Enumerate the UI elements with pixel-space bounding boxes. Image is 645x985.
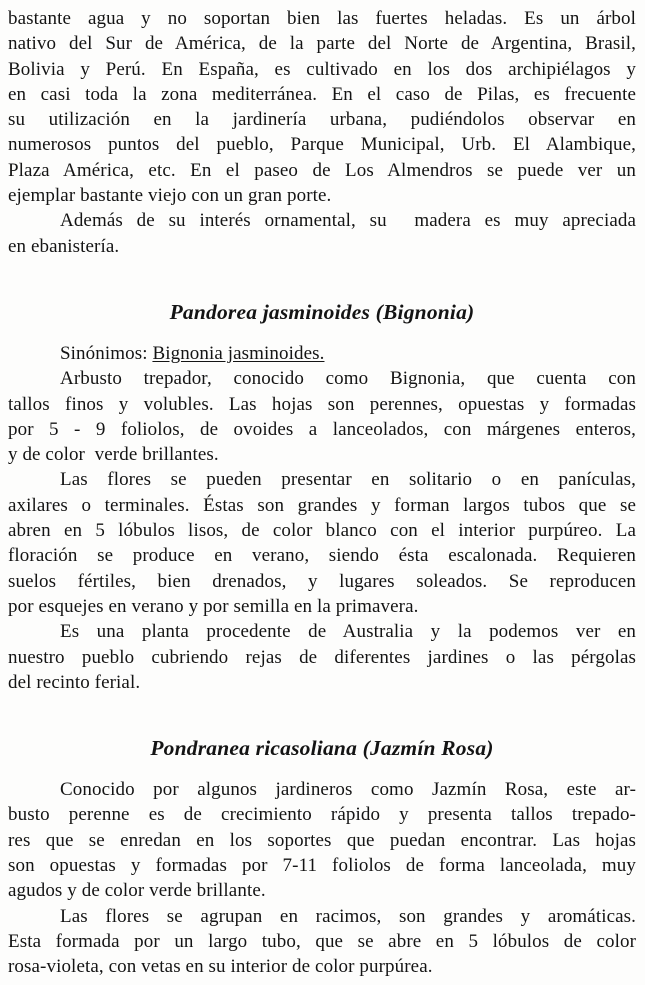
text-line: Las flores se agrupan en racimos, son grandes y aromáticas. — [60, 905, 636, 927]
text-line: nativo del Sur de América, de la parte del Norte de Argentina, Brasil, — [8, 33, 636, 55]
text-line: ejemplar bastante viejo con un gran porte. — [8, 185, 332, 207]
text-line: Además de su interés ornamental, su madera es muy apreciada — [60, 210, 636, 232]
text-line: Plaza América, etc. En el paseo de Los Almendros se puede ver un — [8, 159, 636, 181]
text-line: por 5 - 9 foliolos, de ovoides a lanceolados, con márgenes enteros, — [8, 418, 636, 440]
text-line — [8, 341, 636, 366]
text-line: busto perenne es de crecimiento rápido y presenta tallos trepado- — [8, 804, 636, 826]
text-line: en ebanistería. — [8, 235, 120, 257]
text-line: bastante agua y no soportan bien las fuertes heladas. Es un árbol — [8, 8, 636, 29]
body-paragraph — [8, 366, 636, 467]
body-paragraph — [8, 467, 636, 619]
section-heading: Pandorea jasminoides (Bignonia) — [169, 299, 475, 324]
text-line: del recinto ferial. — [8, 671, 141, 693]
text-line: Arbusto trepador, conocido como Bignonia, que cuenta con — [60, 368, 636, 390]
body-paragraph — [8, 208, 636, 259]
text-line: Las flores se pueden presentar en solitario o en panículas, — [60, 469, 636, 491]
text-line: rosa-violeta, con vetas en su interior de color purpúrea. — [8, 956, 433, 978]
text-line: Conocido por algunos jardineros como Jazmín Rosa, este ar- — [60, 779, 636, 801]
text-line: suelos fértiles, bien drenados, y lugares soleados. Se reproducen — [8, 570, 636, 592]
text-segment: Sinónimos: — [60, 342, 153, 364]
text-line: Es una planta procedente de Australia y la podemos ver en — [60, 621, 636, 643]
body-paragraph — [8, 6, 636, 208]
text-line: su utilización en la jardinería urbana, pudiéndolos observar en — [8, 109, 636, 131]
text-line: res que se enredan en los soportes que puedan encontrar. Las hojas — [8, 829, 636, 851]
text-line: Esta formada por un largo tubo, que se abre en 5 lóbulos de color — [8, 930, 636, 952]
text-line: floración se produce en verano, siendo ésta escalonada. Requieren — [8, 545, 636, 567]
text-line: Bolivia y Perú. En España, es cultivado en los dos archipiélagos y — [8, 58, 636, 80]
text-line: abren en 5 lóbulos lisos, de color blanco con el interior purpúreo. La — [8, 520, 636, 542]
text-line: axilares o terminales. Éstas son grandes y forman largos tubos que se — [8, 494, 636, 516]
body-paragraph — [8, 904, 636, 980]
underlined-synonym-text: Bignonia jasminoides. — [152, 342, 325, 364]
text-line: y de color verde brillantes. — [8, 444, 219, 466]
text-line: en casi toda la zona mediterránea. En el caso de Pilas, es frecuente — [8, 83, 636, 105]
text-line: tallos finos y volubles. Las hojas son perennes, opuestas y formadas — [8, 393, 636, 415]
section-heading: Pondranea ricasoliana (Jazmín Rosa) — [150, 736, 494, 761]
text-line: nuestro pueblo cubriendo rejas de diferentes jardines o las pérgolas — [8, 646, 636, 668]
text-line: agudos y de color verde brillante. — [8, 880, 266, 902]
text-line: por esquejes en verano y por semilla en la primavera. — [8, 595, 419, 617]
body-paragraph — [8, 619, 636, 695]
page-content — [8, 6, 636, 980]
text-line: son opuestas y formadas por 7-11 foliolos de forma lanceolada, muy — [8, 855, 636, 877]
body-paragraph — [8, 341, 636, 366]
body-paragraph — [8, 777, 636, 903]
text-line: numerosos puntos del pueblo, Parque Municipal, Urb. El Alambique, — [8, 134, 636, 156]
